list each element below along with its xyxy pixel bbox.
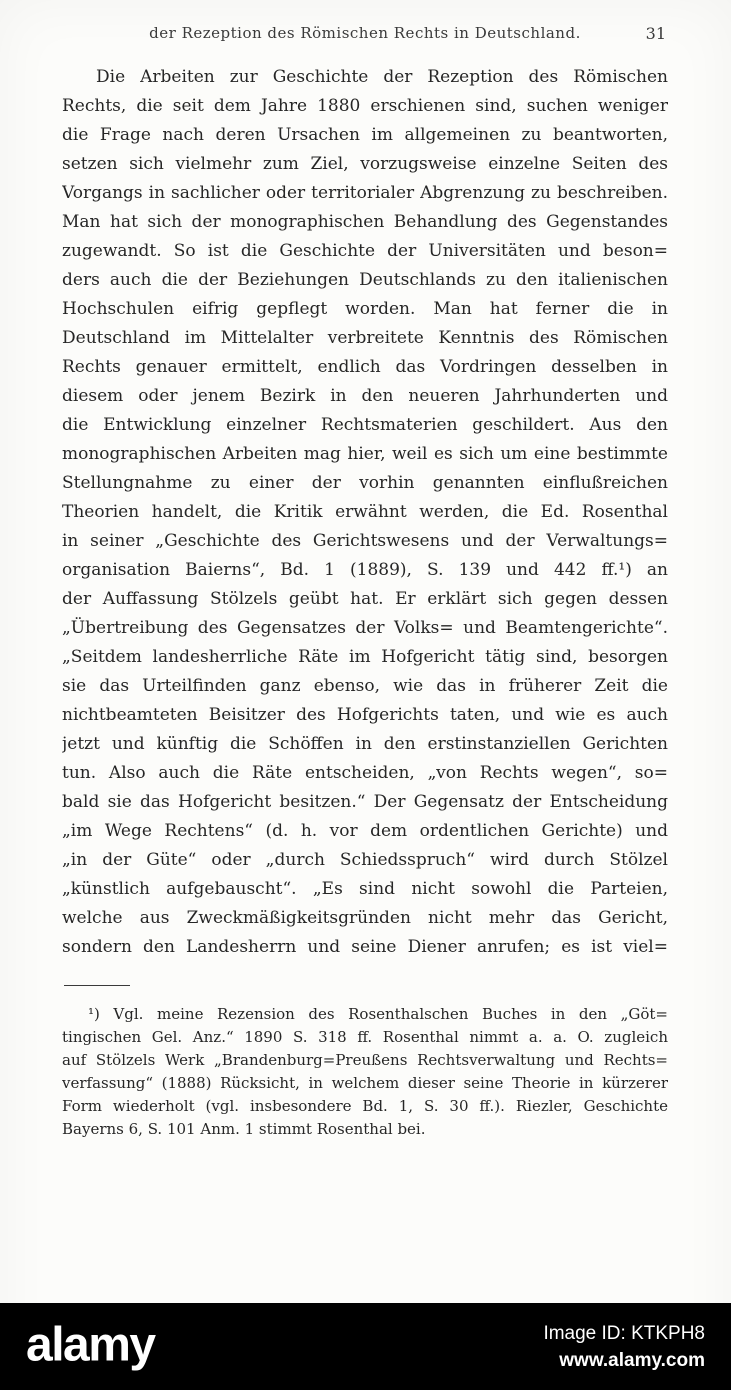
text-line: Theorien handelt, die Kritik erwähnt werden, die Ed. Rosenthal	[62, 502, 668, 522]
text-line: in seiner „Geschichte des Gerichtswesens und der Verwaltungs=	[62, 531, 668, 551]
page-number: 31	[645, 24, 666, 43]
watermark-bar	[0, 1303, 731, 1390]
text-line: tun. Also auch die Räte entscheiden, „von Rechts wegen“, so=	[62, 763, 668, 783]
text-line: die Frage nach deren Ursachen im allgemeinen zu beantworten,	[62, 125, 668, 145]
image-id: Image ID: KTKPH8	[543, 1322, 705, 1344]
text-line: nichtbeamteten Beisitzer des Hofgerichts taten, und wie es auch	[62, 705, 668, 725]
text-line: Rechts genauer ermittelt, endlich das Vordringen desselben in	[62, 357, 668, 377]
text-line: jetzt und künftig die Schöffen in den erstinstanziellen Gerichten	[62, 734, 668, 754]
text-line: Rechts, die seit dem Jahre 1880 erschienen sind, suchen weniger	[62, 96, 668, 116]
text-line: sie das Urteilfinden ganz ebenso, wie das in früherer Zeit die	[62, 676, 668, 696]
text-line: „in der Güte“ oder „durch Schiedsspruch“ wird durch Stölzel	[62, 850, 668, 870]
text-line: setzen sich vielmehr zum Ziel, vorzugsweise einzelne Seiten des	[62, 154, 668, 174]
watermark-info	[543, 1320, 705, 1374]
page-header	[62, 24, 668, 46]
body-text	[62, 63, 668, 962]
text-line: organisation Baierns“, Bd. 1 (1889), S. 139 und 442 ff.¹) an	[62, 560, 668, 580]
footnote-text	[62, 1003, 668, 1141]
text-line: Die Arbeiten zur Geschichte der Rezeption des Römischen	[96, 67, 668, 87]
text-line: Hochschulen eifrig gepflegt worden. Man hat ferner die in	[62, 299, 668, 319]
footnote-rule	[64, 985, 130, 986]
text-line: die Entwicklung einzelner Rechtsmaterien geschildert. Aus den	[62, 415, 668, 435]
text-line: Stellungnahme zu einer der vorhin genannten einflußreichen	[62, 473, 668, 493]
alamy-logo: alamy	[26, 1317, 155, 1371]
text-line: tingischen Gel. Anz.“ 1890 S. 318 ff. Rosenthal nimmt a. a. O. zugleich	[62, 1028, 668, 1046]
text-line: monographischen Arbeiten mag hier, weil es sich um eine bestimmte	[62, 444, 668, 464]
text-line: „Übertreibung des Gegensatzes der Volks= und Beamtengerichte“.	[62, 618, 668, 638]
text-line: Vorgangs in sachlicher oder territorialer Abgrenzung zu beschreiben.	[62, 183, 668, 203]
text-line: bald sie das Hofgericht besitzen.“ Der Gegensatz der Entscheidung	[62, 792, 668, 812]
text-line: „Seitdem landesherrliche Räte im Hofgericht tätig sind, besorgen	[62, 647, 668, 667]
text-line: verfassung“ (1888) Rücksicht, in welchem dieser seine Theorie in kürzerer	[62, 1074, 668, 1092]
text-line: diesem oder jenem Bezirk in den neueren Jahrhunderten und	[62, 386, 668, 406]
text-line: „im Wege Rechtens“ (d. h. vor dem ordentlichen Gerichte) und	[62, 821, 668, 841]
text-line: „künstlich aufgebauscht“. „Es sind nicht sowohl die Parteien,	[62, 879, 668, 899]
alamy-url: www.alamy.com	[559, 1349, 705, 1371]
running-title: der Rezeption des Römischen Rechts in Deutschland.	[149, 24, 581, 42]
text-line: sondern den Landesherrn und seine Diener anrufen; es ist viel=	[62, 937, 668, 957]
text-line: ¹) Vgl. meine Rezension des Rosenthalschen Buches in den „Göt=	[88, 1005, 668, 1023]
text-line: zugewandt. So ist die Geschichte der Universitäten und beson=	[62, 241, 668, 261]
text-line: Form wiederholt (vgl. insbesondere Bd. 1, S. 30 ff.). Riezler, Geschichte	[62, 1097, 668, 1115]
text-line: welche aus Zweckmäßigkeitsgründen nicht mehr das Gericht,	[62, 908, 668, 928]
text-line: auf Stölzels Werk „Brandenburg=Preußens Rechtsverwaltung und Rechts=	[62, 1051, 668, 1069]
text-line: der Auffassung Stölzels geübt hat. Er erklärt sich gegen dessen	[62, 589, 668, 609]
text-line: Bayerns 6, S. 101 Anm. 1 stimmt Rosenthal bei.	[62, 1120, 426, 1138]
text-line: Deutschland im Mittelalter verbreitete Kenntnis des Römischen	[62, 328, 668, 348]
text-line: Man hat sich der monographischen Behandlung des Gegenstandes	[62, 212, 668, 232]
text-line: ders auch die der Beziehungen Deutschlands zu den italienischen	[62, 270, 668, 290]
